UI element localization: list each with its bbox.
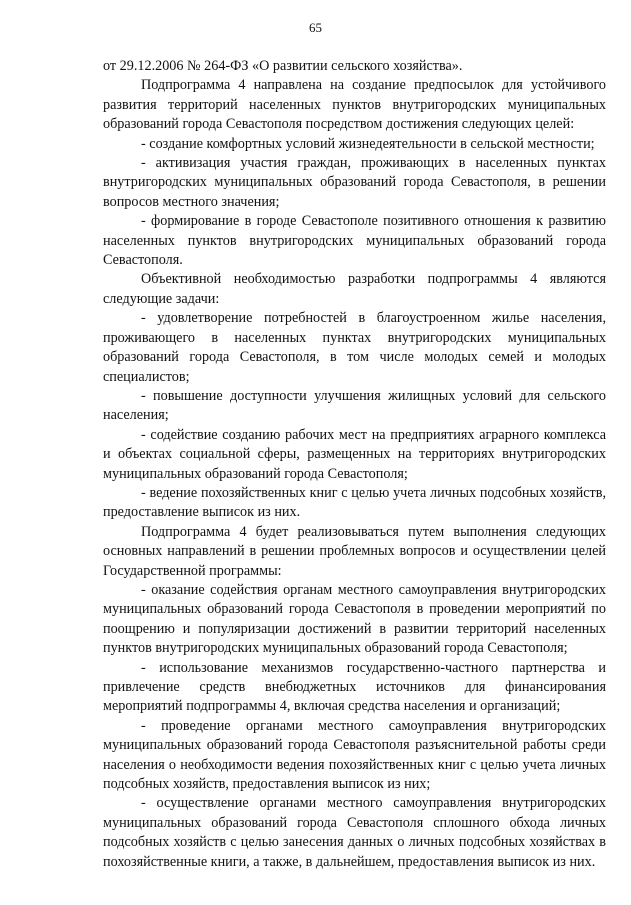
list-item: - использование механизмов государственно-частного партнерства и привлечение средств внебюджетных источников для финансирования мероприятий подпрограммы 4, включая средства населения и организаций;: [103, 659, 606, 715]
paragraph: Подпрограмма 4 будет реализовываться путем выполнения следующих основных направлений в решении проблемных вопросов и осуществлении целей Государственной программы:: [103, 523, 606, 579]
list-item: - удовлетворение потребностей в благоустроенном жилье населения, проживающего в населенных пунктах внутригородских муниципальных образований города Севастополя, в том числе молодых семей и молодых специалистов;: [103, 310, 606, 385]
list-item: - ведение похозяйственных книг с целью учета личных подсобных хозяйств, предоставление выписок из них.: [103, 484, 606, 521]
list-item: - оказание содействия органам местного самоуправления внутригородских муниципальных образований города Севастополя в проведении мероприятий по поощрению и популяризации достижений в развитии территорий населенных пунктов внутригородских муниципальных образований города Севастополя;: [103, 581, 606, 657]
body-text: [103, 57, 606, 872]
paragraph: от 29.12.2006 № 264-ФЗ «О развитии сельского хозяйства».: [103, 58, 463, 74]
paragraph: Объективной необходимостью разработки подпрограммы 4 являются следующие задачи:: [103, 271, 606, 307]
paragraph: Подпрограмма 4 направлена на создание предпосылок для устойчивого развития территорий населенных пунктов внутригородских муниципальных образований города Севастополя посредством достижения следующих целей:: [103, 77, 606, 133]
page-number: 65: [309, 20, 322, 35]
list-item: - проведение органами местного самоуправления внутригородских муниципальных образований города Севастополя разъяснительной работы среди населения о необходимости ведения похозяйственных книг с целью учета личных подсобных хозяйств, предоставления выписок из них;: [103, 717, 606, 793]
list-item: - осуществление органами местного самоуправления внутригородских муниципальных образований города Севастополя сплошного обхода личных подсобных хозяйств с целью занесения данных о личных подсобных хозяйствах в похозяйственные книги, а также, в дальнейшем, предоставления выписок из них.: [103, 795, 606, 870]
list-item: - создание комфортных условий жизнедеятельности в сельской местности;: [141, 135, 595, 152]
list-item: - формирование в городе Севастополе позитивного отношения к развитию населенных пунктов внутригородских муниципальных образований города Севастополя.: [103, 213, 606, 269]
list-item: - активизация участия граждан, проживающих в населенных пунктах внутригородских муниципальных образований города Севастополя, в решении вопросов местного значения;: [103, 155, 606, 210]
list-item: - повышение доступности улучшения жилищных условий для сельского населения;: [103, 387, 606, 424]
list-item: - содействие созданию рабочих мест на предприятиях аграрного комплекса и объектах социальной сферы, размещенных на территориях внутригородских муниципальных образований города Севастополя;: [103, 426, 606, 482]
